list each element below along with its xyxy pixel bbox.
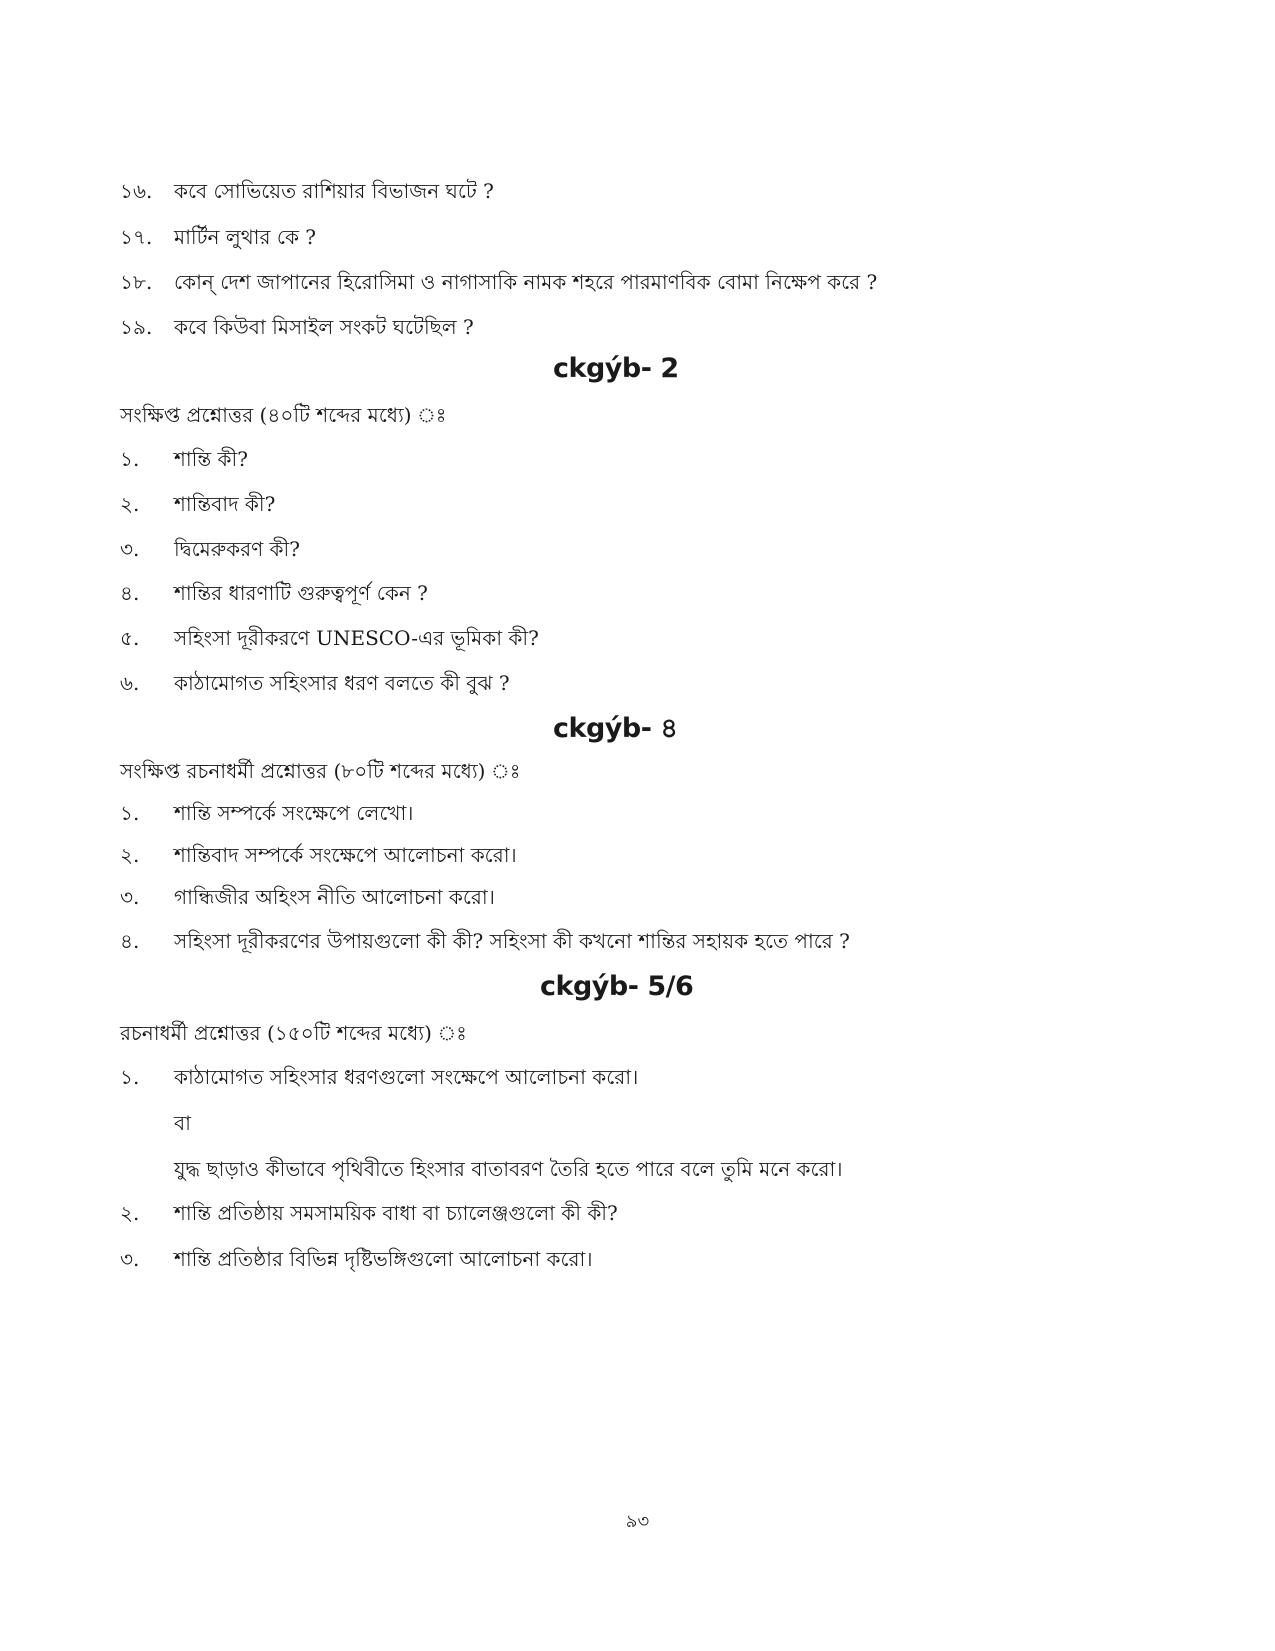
question-text: সহিংসা দূরীকরণে UNESCO-এর ভূমিকা কী? [174,626,539,650]
question-text: কবে কিউবা মিসাইল সংকট ঘটেছিল ? [174,315,474,339]
question-text: কাঠামোগত সহিংসার ধরণগুলো সংক্ষেপে আলোচনা করো। [174,1065,639,1089]
question-number: ১. [120,1065,140,1089]
question-text: গান্ধিজীর অহিংস নীতি আলোচনা করো। [174,885,495,909]
question-number: ১৯. [120,315,153,339]
question-number: ১৭. [120,225,153,249]
page-number: ৯৩ [625,1511,650,1532]
question-number: ১. [120,801,140,825]
question-number: ১৬. [120,179,153,203]
question-number: ৩. [120,1247,140,1271]
question-number: ৩. [120,537,140,561]
question-text: কাঠামোগত সহিংসার ধরণ বলতে কী বুঝ ? [174,671,510,695]
question-number: ৩. [120,885,140,909]
question-text: শান্তি প্রতিষ্ঠার বিভিন্ন দৃষ্টিভঙ্গিগুলো আলোচনা করো। [174,1247,593,1271]
question-text: শান্তি সম্পর্কে সংক্ষেপে লেখো। [174,801,414,825]
section-heading: ckgýb- 2 [553,353,679,384]
question-text: শান্তিবাদ কী? [174,492,276,516]
question-alternative-text: যুদ্ধ ছাড়াও কীভাবে পৃথিবীতে হিংসার বাতাবরণ তৈরি হতে পারে বলে তুমি মনে করো। [174,1157,843,1181]
question-number: ১. [120,447,140,471]
question-text: শান্তির ধারণাটি গুরুত্বপূর্ণ কেন ? [174,581,428,605]
question-number: ৪. [120,581,140,605]
section-heading: ckgýb- 5/6 [540,971,694,1002]
question-number: ২. [120,1201,140,1225]
section-intro: রচনাধর্মী প্রশ্নোত্তর (১৫০টি শব্দের মধ্যে) ঃ [120,1021,467,1045]
question-text: সহিংসা দূরীকরণের উপায়গুলো কী কী? সহিংসা কী কখনো শান্তির সহায়ক হতে পারে ? [174,929,850,953]
question-text: শান্তিবাদ সম্পর্কে সংক্ষেপে আলোচনা করো। [174,843,517,867]
section-intro: সংক্ষিপ্ত প্রশ্নোত্তর (৪০টি শব্দের মধ্যে) ঃ [120,403,447,427]
section-intro: সংক্ষিপ্ত রচনাধর্মী প্রশ্নোত্তর (৮০টি শব্দের মধ্যে) ঃ [120,759,521,783]
section-heading: ckgýb- ৪ [553,713,678,744]
question-number: ২. [120,843,140,867]
question-text: শান্তি প্রতিষ্ঠায় সমসাময়িক বাধা বা চ্যালেঞ্জগুলো কী কী? [174,1201,618,1225]
question-text: কোন্ দেশ জাপানের হিরোসিমা ও নাগাসাকি নামক শহরে পারমাণবিক বোমা নিক্ষেপ করে ? [174,270,878,294]
or-separator: বা [174,1111,191,1135]
question-text: কবে সোভিয়েত রাশিয়ার বিভাজন ঘটে ? [174,179,494,203]
question-number: ২. [120,492,140,516]
question-number: ৫. [120,626,140,650]
question-number: ১৮. [120,270,153,294]
question-text: শান্তি কী? [174,447,248,471]
question-number: ৬. [120,671,140,695]
question-text: দ্বিমেরুকরণ কী? [174,537,300,561]
question-text: মার্টিন লুথার কে ? [174,225,317,249]
question-number: ৪. [120,929,140,953]
